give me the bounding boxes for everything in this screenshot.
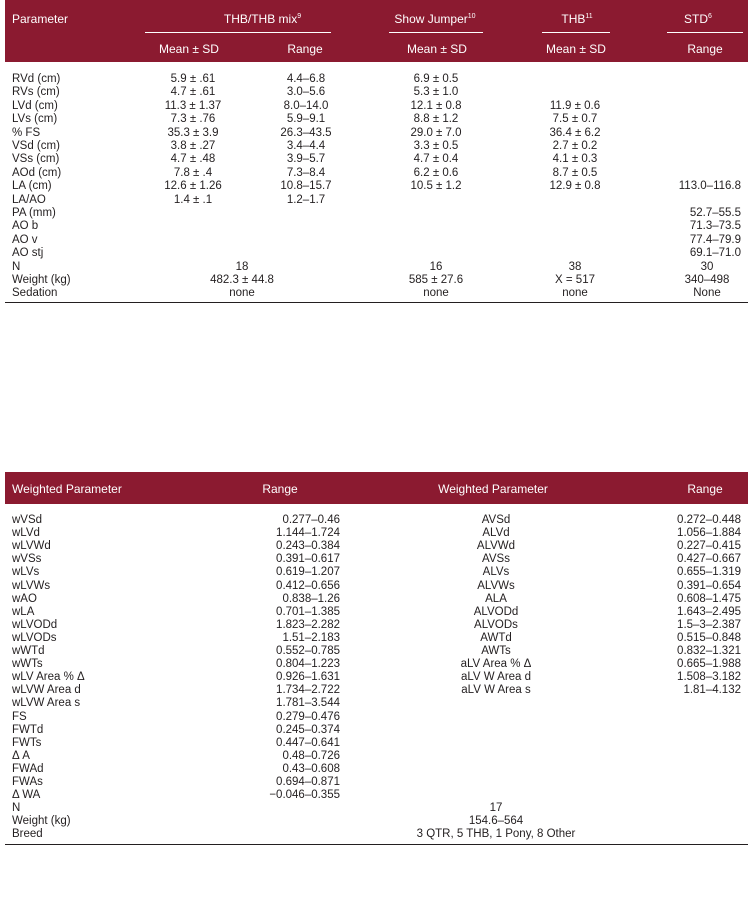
row-label: AVSs: [482, 553, 510, 566]
table-cell: 0.655–1.319: [677, 566, 741, 579]
summary-label: N: [12, 260, 21, 273]
summary-cell: 585 ± 27.6: [408, 274, 464, 286]
summary-cell: X = 517: [555, 274, 595, 286]
subheader-mean-sd-1: Mean ± SD: [159, 42, 219, 56]
table-cell: 7.5 ± 0.7: [552, 113, 598, 126]
row-label: LVs (cm): [12, 113, 58, 126]
header-underline-std: [667, 32, 743, 33]
table-cell: 0.665–1.988: [677, 658, 741, 671]
table-cell: 2.7 ± 0.2: [552, 140, 598, 152]
row-label: % FS: [12, 126, 41, 139]
table-cell: 0.272–0.448: [677, 514, 741, 526]
row-label: LA/AO: [12, 193, 46, 206]
header-underline-thb: [542, 32, 610, 33]
row-label: ALVODs: [474, 618, 518, 631]
table-cell: 113.0–116.8: [678, 180, 741, 193]
table-cell: 0.694–0.871: [276, 776, 340, 788]
row-label: FWAd: [12, 762, 44, 775]
row-label: RVs (cm): [12, 86, 60, 99]
row-label: ALVd: [482, 527, 510, 540]
table-cell: 1.144–1.724: [276, 527, 340, 540]
row-label: ALVWs: [477, 579, 515, 592]
table-cell: 7.3 ± .76: [170, 113, 216, 126]
table-cell: 1.056–1.884: [677, 527, 741, 540]
summary-cell: 30: [700, 260, 714, 273]
subheader-range-2: Range: [687, 42, 723, 56]
row-label: wLVODd: [12, 618, 58, 631]
table2-header: [5, 472, 748, 504]
summary-cell: 154.6–564: [468, 815, 524, 828]
row-label: ALVWd: [476, 540, 516, 553]
summary-cell: 482.3 ± 44.8: [210, 274, 274, 286]
table-cell: 0.804–1.223: [276, 658, 340, 671]
table-cell: 0.412–0.656: [276, 579, 340, 592]
row-label: FS: [12, 710, 27, 723]
row-label: aLV W Area d: [460, 671, 532, 684]
row-label: LA (cm): [12, 180, 52, 193]
table-cell: 8.7 ± 0.5: [552, 166, 598, 179]
table-cell: 1.2–1.7: [286, 193, 326, 206]
table-cell: 0.926–1.631: [276, 671, 340, 684]
table-cell: 0.619–1.207: [276, 566, 340, 579]
table-cell: 1.643–2.495: [677, 605, 741, 618]
row-label: RVd (cm): [12, 73, 61, 85]
row-label: AO v: [12, 233, 38, 246]
row-label: VSs (cm): [12, 153, 60, 166]
header-parameter: Parameter: [12, 12, 69, 26]
table-cell: 6.2 ± 0.6: [413, 166, 459, 179]
table-cell: 35.3 ± 3.9: [167, 126, 219, 139]
header-thb-thb-mix: THB/THB mix$^9$: [223, 12, 302, 26]
table-cell: 0.279–0.476: [276, 710, 340, 723]
table-cell: 5.3 ± 1.0: [413, 86, 459, 99]
row-label: wLVW Area s: [12, 697, 81, 710]
summary-cell: 16: [429, 260, 443, 273]
weighted-parameter-table: [5, 472, 748, 841]
table-cell: 11.9 ± 0.6: [549, 99, 601, 112]
header-range-left: Range: [262, 482, 298, 496]
row-label: wAO: [12, 592, 37, 605]
table-cell: 36.4 ± 6.2: [549, 126, 601, 139]
summary-label: N: [12, 802, 21, 815]
row-label: wWTs: [12, 658, 43, 671]
echo-reference-table: [5, 0, 748, 300]
summary-label: Sedation: [12, 287, 58, 300]
row-label: wLVs: [12, 566, 40, 579]
header-weighted-parameter-right: Weighted Parameter: [438, 482, 548, 496]
table-cell: 12.6 ± 1.26: [164, 180, 222, 193]
table-cell: 1.781–3.544: [276, 697, 340, 710]
summary-cell: none: [562, 287, 588, 300]
summary-cell: none: [423, 287, 449, 300]
table2-bottom-rule: [5, 844, 748, 845]
table1-bottom-rule: [5, 302, 748, 303]
table-cell: 3.4–4.4: [286, 140, 326, 152]
row-label: wVSs: [12, 553, 42, 566]
summary-cell: 3 QTR, 5 THB, 1 Pony, 8 Other: [416, 828, 576, 841]
row-label: ALVODd: [473, 605, 519, 618]
table-cell: 4.1 ± 0.3: [552, 153, 598, 166]
table-cell: 1.5–3–2.387: [677, 618, 741, 631]
table-cell: −0.046–0.355: [269, 789, 340, 802]
summary-label: Weight (kg): [12, 274, 71, 286]
table-cell: 11.3 ± 1.37: [164, 99, 222, 112]
row-label: wLVd: [12, 527, 40, 540]
table-cell: 0.243–0.384: [276, 540, 340, 553]
table-cell: 1.734–2.722: [276, 684, 340, 697]
row-label: wLVWd: [12, 540, 51, 553]
table-cell: 0.245–0.374: [276, 723, 340, 736]
table-cell: 4.4–6.8: [286, 73, 326, 85]
table-cell: 7.3–8.4: [286, 166, 326, 179]
row-label: wWTd: [12, 645, 45, 657]
table-cell: 1.4 ± .1: [173, 193, 213, 206]
table-cell: 0.552–0.785: [276, 645, 340, 657]
row-label: AO b: [12, 220, 39, 233]
table-cell: 0.391–0.654: [677, 579, 741, 592]
row-label: FWAs: [12, 776, 43, 788]
subheader-mean-sd-3: Mean ± SD: [546, 42, 606, 56]
table-cell: 12.1 ± 0.8: [410, 99, 462, 112]
table-cell: 0.391–0.617: [276, 553, 340, 566]
summary-label: Weight (kg): [12, 815, 71, 828]
subheader-mean-sd-2: Mean ± SD: [407, 42, 467, 56]
table-cell: 0.838–1.26: [282, 592, 340, 605]
table-cell: 1.51–2.183: [282, 631, 340, 644]
table-cell: 52.7–55.5: [689, 207, 741, 219]
table-cell: 12.9 ± 0.8: [549, 180, 601, 193]
table-cell: 10.8–15.7: [280, 180, 332, 193]
row-label: AOd (cm): [12, 166, 62, 179]
row-label: AO stj: [12, 247, 44, 260]
table-cell: 3.3 ± 0.5: [413, 140, 459, 152]
table-cell: 0.701–1.385: [276, 605, 340, 618]
table-cell: 0.48–0.726: [282, 749, 340, 762]
table-cell: 3.8 ± .27: [170, 140, 216, 152]
table-cell: 10.5 ± 1.2: [410, 180, 462, 193]
table-cell: 0.277–0.46: [282, 514, 340, 526]
row-label: VSd (cm): [12, 140, 60, 152]
header-weighted-parameter-left: Weighted Parameter: [12, 482, 122, 496]
table-cell: 0.608–1.475: [677, 592, 741, 605]
table-cell: 8.0–14.0: [283, 99, 329, 112]
table-cell: 1.81–4.132: [683, 684, 741, 697]
row-label: wLVODs: [12, 631, 57, 644]
table-cell: 29.0 ± 7.0: [410, 126, 462, 139]
row-label: Δ A: [12, 749, 30, 762]
summary-cell: 18: [235, 260, 249, 273]
table-cell: 0.227–0.415: [677, 540, 741, 553]
header-underline-thb-mix: [145, 32, 331, 33]
row-label: wLVWs: [12, 579, 51, 592]
header-underline-show-jumper: [389, 32, 483, 33]
summary-cell: 17: [489, 802, 503, 815]
row-label: LVd (cm): [12, 99, 58, 112]
table-cell: 69.1–71.0: [689, 247, 741, 260]
table-cell: 77.4–79.9: [689, 233, 741, 246]
table-cell: 26.3–43.5: [280, 126, 332, 139]
table-cell: 0.447–0.641: [276, 736, 340, 749]
summary-cell: none: [229, 287, 255, 300]
table-cell: 4.7 ± .48: [170, 153, 216, 166]
table-cell: 3.9–5.7: [286, 153, 326, 166]
table-cell: 71.3–73.5: [689, 220, 741, 233]
table-cell: 4.7 ± 0.4: [413, 153, 459, 166]
summary-cell: 38: [568, 260, 582, 273]
summary-cell: None: [693, 287, 721, 300]
row-label: wLVW Area d: [12, 684, 81, 697]
header-std: STD$^6$: [684, 12, 712, 26]
row-label: FWTs: [12, 736, 42, 749]
table-cell: 7.8 ± .4: [173, 166, 213, 179]
header-thb: THB$^{11}$: [561, 12, 593, 26]
table-cell: 0.515–0.848: [677, 631, 741, 644]
table-cell: 0.832–1.321: [677, 645, 741, 657]
table-cell: 5.9–9.1: [286, 113, 326, 126]
header-range-right: Range: [687, 482, 723, 496]
row-label: FWTd: [12, 723, 44, 736]
row-label: wVSd: [12, 514, 43, 526]
row-label: PA (mm): [12, 207, 56, 219]
summary-cell: 340–498: [684, 274, 730, 286]
row-label: aLV W Area s: [461, 684, 531, 697]
table-cell: 5.9 ± .61: [170, 73, 216, 85]
table-cell: 1.508–3.182: [677, 671, 741, 684]
row-label: aLV Area % Δ: [460, 658, 532, 671]
subheader-range-1: Range: [287, 42, 323, 56]
row-label: AVSd: [481, 514, 511, 526]
row-label: AWTs: [481, 645, 511, 657]
table-cell: 3.0–5.6: [286, 86, 326, 99]
row-label: ALA: [485, 592, 507, 605]
table1-header: [5, 0, 748, 62]
table-cell: 6.9 ± 0.5: [413, 73, 459, 85]
row-label: ALVs: [482, 566, 510, 579]
table-cell: 4.7 ± .61: [170, 86, 216, 99]
table-cell: 0.43–0.608: [282, 762, 340, 775]
summary-label: Breed: [12, 828, 43, 841]
row-label: AWTd: [480, 631, 512, 644]
row-label: wLV Area % Δ: [12, 671, 85, 684]
row-label: Δ WA: [12, 789, 41, 802]
table-cell: 1.823–2.282: [276, 618, 340, 631]
header-show-jumper: Show Jumper$^{10}$: [394, 12, 476, 26]
table-cell: 0.427–0.667: [677, 553, 741, 566]
row-label: wLA: [12, 605, 35, 618]
table-cell: 8.8 ± 1.2: [413, 113, 459, 126]
